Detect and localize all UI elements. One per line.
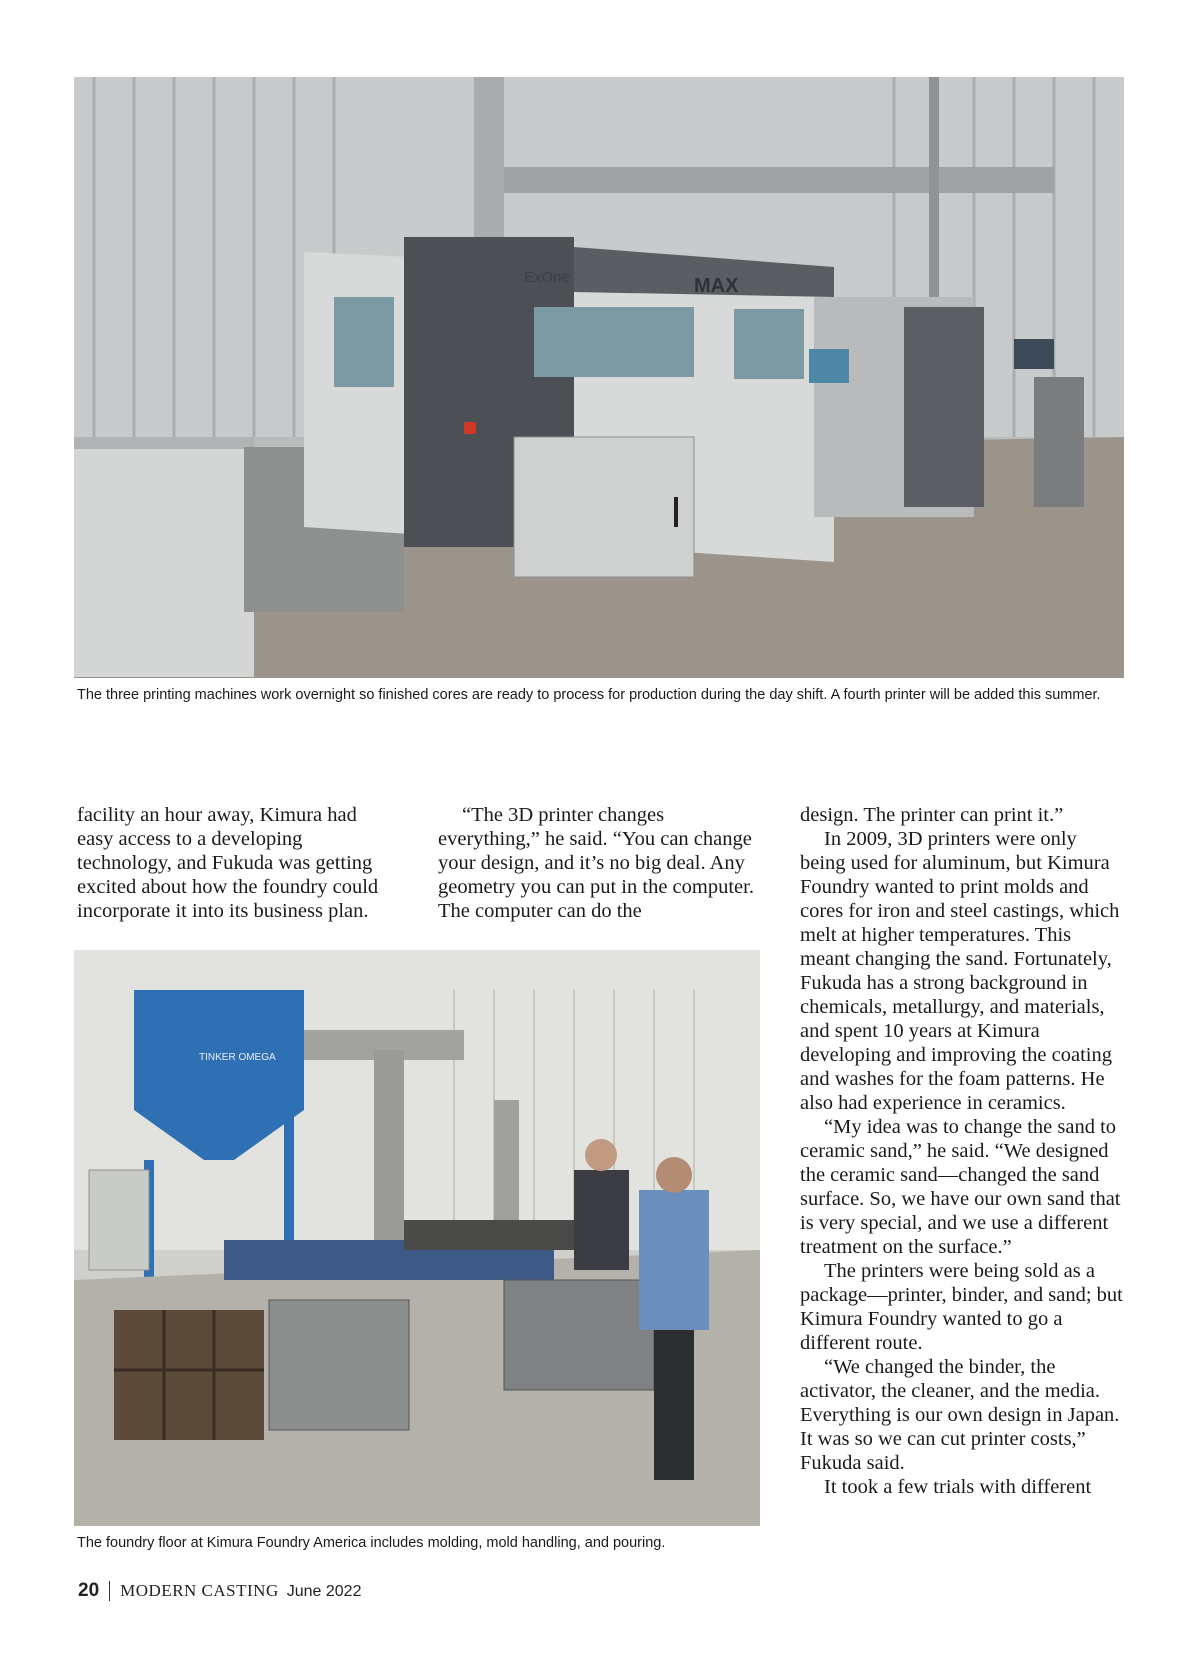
- column-3-paragraph-3: “My idea was to change the sand to ceramic sand,” he said. “We designed the ceramic sand—changed the sand surface. So, we have our own sand that is very special, and we use a different treatment on the surface.”: [800, 1116, 1121, 1258]
- printers-photo-caption: The three printing machines work overnight so finished cores are ready to process for production during the day shift. A fourth printer will be added this summer.: [77, 687, 1101, 703]
- hopper-label: TINKER OMEGA: [199, 1052, 276, 1063]
- printers-photo: [74, 77, 1124, 678]
- column-3-paragraph-6: It took a few trials with different: [824, 1476, 1092, 1498]
- column-3-paragraph-1: design. The printer can print it.”: [800, 804, 1064, 826]
- foundry-floor-illustration: [74, 950, 760, 1526]
- printer-brand-label: ExOne: [524, 269, 570, 286]
- page-footer: [78, 1580, 361, 1602]
- column-2-paragraph: “The 3D printer changes everything,” he said. “You can change your design, and it’s no big deal. Any geometry you can put in the computer. The computer can do the: [438, 804, 754, 922]
- column-3-paragraph-4: The printers were being sold as a package—printer, binder, and sand; but Kimura Foundry wanted to go a different route.: [800, 1260, 1123, 1354]
- column-1: [77, 803, 397, 923]
- footer-divider: [109, 1581, 110, 1601]
- foundry-floor-caption: The foundry floor at Kimura Foundry America includes molding, mold handling, and pouring.: [77, 1535, 666, 1551]
- magazine-name: MODERN CASTING: [120, 1581, 279, 1600]
- foundry-floor-photo: [74, 950, 760, 1526]
- column-3-paragraph-2: In 2009, 3D printers were only being used for aluminum, but Kimura Foundry wanted to print molds and cores for iron and steel castings, which melt at higher temperatures. This meant changing the sand. Fortunately, Fukuda has a strong background in chemicals, metallurgy, and materials, and spent 10 years at Kimura developing and improving the coating and washes for the foam patterns. He also had experience in ceramics.: [800, 828, 1120, 1114]
- column-1-paragraph: facility an hour away, Kimura had easy access to a developing technology, and Fukuda was getting excited about how the foundry could incorporate it into its business plan.: [77, 804, 379, 922]
- printer-model-label: MAX: [694, 275, 739, 297]
- column-3: [800, 803, 1126, 1499]
- issue-date: June 2022: [286, 1583, 362, 1600]
- column-3-paragraph-5: “We changed the binder, the activator, the cleaner, and the media. Everything is our own design in Japan. It was so we can cut printer costs,” Fukuda said.: [800, 1356, 1120, 1474]
- column-2: [438, 803, 758, 923]
- printers-photo-illustration: [74, 77, 1124, 678]
- page-number: 20: [78, 1580, 100, 1601]
